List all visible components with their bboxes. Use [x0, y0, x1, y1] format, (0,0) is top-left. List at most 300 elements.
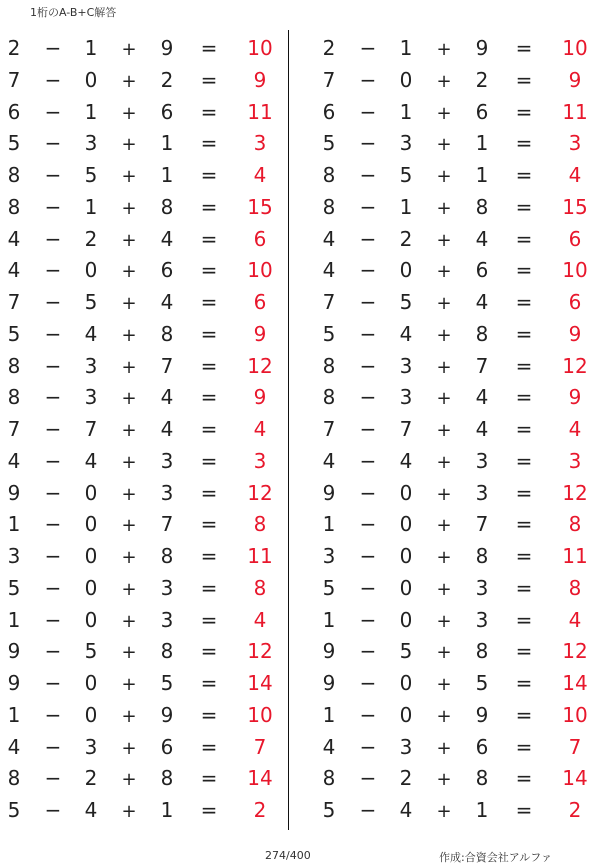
operand-b: 4 [399, 798, 413, 822]
problem-row [0, 635, 280, 667]
minus-sign: − [359, 385, 377, 410]
plus-sign: + [121, 610, 137, 632]
minus-sign: − [359, 671, 377, 695]
operand-c: 4 [475, 290, 489, 314]
plus-sign: + [436, 166, 452, 187]
operand-a: 2 [322, 36, 336, 60]
operand-c: 4 [475, 385, 489, 410]
operand-a: 7 [7, 67, 21, 92]
problem-row [315, 667, 595, 699]
equals-sign: = [515, 226, 533, 251]
operand-c: 4 [160, 290, 174, 314]
plus-sign: + [121, 769, 137, 791]
operand-c: 4 [475, 226, 489, 251]
answer: 9 [253, 385, 267, 410]
answer: 14 [247, 671, 273, 695]
answer: 12 [562, 353, 588, 378]
equals-sign: = [515, 194, 533, 219]
operand-c: 4 [160, 385, 174, 410]
operand-a: 5 [7, 321, 21, 346]
problem-row [0, 159, 280, 191]
operand-b: 0 [399, 67, 413, 92]
plus-sign: + [121, 578, 137, 600]
operand-c: 3 [160, 480, 174, 505]
equals-sign: = [515, 385, 533, 410]
operand-c: 9 [160, 36, 174, 60]
equals-sign: = [200, 798, 218, 822]
operand-c: 9 [475, 36, 489, 60]
answer: 8 [568, 575, 582, 600]
column-divider [288, 30, 289, 830]
answer: 4 [568, 607, 582, 632]
minus-sign: − [359, 226, 377, 251]
equals-sign: = [515, 258, 533, 283]
answer: 8 [253, 512, 267, 537]
answer: 15 [247, 194, 273, 219]
operand-b: 3 [399, 353, 413, 378]
operand-a: 5 [7, 798, 21, 822]
problem-row [0, 223, 280, 255]
problem-row [315, 635, 595, 667]
minus-sign: − [359, 353, 377, 378]
answer: 14 [247, 766, 273, 791]
plus-sign: + [121, 483, 137, 505]
plus-sign: + [121, 229, 137, 251]
answer: 10 [247, 258, 273, 283]
operand-a: 1 [7, 512, 21, 537]
operand-b: 3 [84, 385, 98, 410]
plus-sign: + [436, 705, 452, 727]
equals-sign: = [200, 480, 218, 505]
answer: 9 [253, 321, 267, 346]
operand-a: 1 [322, 607, 336, 632]
operand-a: 5 [322, 131, 336, 156]
operand-a: 8 [7, 385, 21, 410]
problem-row [315, 191, 595, 223]
operand-b: 2 [399, 766, 413, 791]
minus-sign: − [44, 226, 62, 251]
plus-sign: + [121, 705, 137, 727]
operand-c: 8 [160, 639, 174, 664]
operand-c: 1 [160, 163, 174, 187]
operand-a: 8 [322, 385, 336, 410]
equals-sign: = [515, 671, 533, 695]
problem-row [0, 413, 280, 445]
equals-sign: = [515, 99, 533, 124]
operand-c: 1 [160, 131, 174, 156]
operand-a: 4 [322, 258, 336, 283]
minus-sign: − [44, 766, 62, 791]
answer: 9 [568, 67, 582, 92]
equals-sign: = [200, 575, 218, 600]
minus-sign: − [44, 448, 62, 473]
plus-sign: + [121, 293, 137, 314]
equals-sign: = [515, 290, 533, 314]
operand-c: 6 [160, 258, 174, 283]
plus-sign: + [121, 737, 137, 759]
plus-sign: + [121, 451, 137, 473]
operand-b: 0 [399, 575, 413, 600]
operand-c: 3 [475, 607, 489, 632]
problem-row [0, 64, 280, 96]
operand-c: 3 [475, 448, 489, 473]
problem-row [0, 540, 280, 572]
plus-sign: + [121, 801, 137, 822]
equals-sign: = [200, 353, 218, 378]
operand-c: 4 [160, 226, 174, 251]
operand-b: 4 [84, 448, 98, 473]
problem-row [0, 572, 280, 604]
equals-sign: = [200, 512, 218, 537]
operand-a: 9 [322, 639, 336, 664]
equals-sign: = [200, 258, 218, 283]
minus-sign: − [44, 194, 62, 219]
problem-row [0, 508, 280, 540]
operand-c: 6 [160, 99, 174, 124]
answer: 9 [568, 385, 582, 410]
equals-sign: = [515, 448, 533, 473]
operand-c: 3 [160, 448, 174, 473]
plus-sign: + [436, 451, 452, 473]
equals-sign: = [200, 766, 218, 791]
equals-sign: = [515, 163, 533, 187]
minus-sign: − [44, 131, 62, 156]
plus-sign: + [121, 642, 137, 664]
operand-b: 1 [399, 99, 413, 124]
equals-sign: = [200, 417, 218, 441]
operand-b: 0 [399, 702, 413, 727]
problem-row [0, 604, 280, 636]
answer: 12 [247, 353, 273, 378]
plus-sign: + [436, 483, 452, 505]
operand-b: 4 [84, 798, 98, 822]
problem-row [315, 794, 595, 826]
minus-sign: − [359, 575, 377, 600]
operand-a: 7 [322, 67, 336, 92]
answer: 14 [562, 766, 588, 791]
answer: 15 [562, 194, 588, 219]
answer: 12 [247, 480, 273, 505]
operand-c: 6 [475, 734, 489, 759]
operand-a: 8 [7, 163, 21, 187]
operand-b: 2 [84, 766, 98, 791]
operand-b: 0 [399, 480, 413, 505]
operand-b: 0 [84, 67, 98, 92]
operand-a: 5 [7, 131, 21, 156]
equals-sign: = [200, 163, 218, 187]
equals-sign: = [200, 639, 218, 664]
problem-row [0, 445, 280, 477]
operand-a: 4 [322, 448, 336, 473]
operand-c: 1 [475, 131, 489, 156]
equals-sign: = [515, 67, 533, 92]
operand-a: 8 [322, 163, 336, 187]
problem-row [315, 64, 595, 96]
problem-row [315, 96, 595, 128]
equals-sign: = [515, 798, 533, 822]
problem-row [0, 191, 280, 223]
equals-sign: = [200, 67, 218, 92]
operand-c: 8 [160, 544, 174, 568]
operand-b: 0 [399, 544, 413, 568]
answer: 6 [253, 290, 267, 314]
answer: 4 [253, 417, 267, 441]
equals-sign: = [200, 607, 218, 632]
operand-c: 4 [475, 417, 489, 441]
minus-sign: − [44, 671, 62, 695]
operand-b: 5 [399, 163, 413, 187]
answer: 6 [568, 290, 582, 314]
minus-sign: − [44, 575, 62, 600]
operand-b: 1 [84, 99, 98, 124]
operand-a: 9 [7, 639, 21, 664]
operand-c: 8 [475, 639, 489, 664]
equals-sign: = [200, 734, 218, 759]
problem-row [315, 254, 595, 286]
plus-sign: + [436, 324, 452, 346]
problem-row [315, 223, 595, 255]
minus-sign: − [359, 448, 377, 473]
minus-sign: − [359, 798, 377, 822]
operand-b: 1 [84, 194, 98, 219]
answer: 10 [247, 36, 273, 60]
minus-sign: − [44, 734, 62, 759]
minus-sign: − [359, 702, 377, 727]
answer: 10 [247, 702, 273, 727]
equals-sign: = [515, 766, 533, 791]
answer: 11 [247, 99, 273, 124]
plus-sign: + [436, 674, 452, 695]
answer: 10 [562, 258, 588, 283]
equals-sign: = [200, 99, 218, 124]
operand-a: 4 [322, 734, 336, 759]
operand-a: 6 [7, 99, 21, 124]
equals-sign: = [515, 702, 533, 727]
minus-sign: − [44, 607, 62, 632]
minus-sign: − [44, 99, 62, 124]
equals-sign: = [200, 702, 218, 727]
operand-b: 4 [84, 321, 98, 346]
operand-c: 6 [475, 258, 489, 283]
answer: 7 [568, 734, 582, 759]
minus-sign: − [359, 512, 377, 537]
equals-sign: = [515, 734, 533, 759]
operand-a: 1 [7, 702, 21, 727]
operand-c: 7 [160, 512, 174, 537]
operand-a: 4 [7, 258, 21, 283]
problem-row [0, 127, 280, 159]
operand-a: 2 [7, 36, 21, 60]
equals-sign: = [200, 131, 218, 156]
plus-sign: + [436, 134, 452, 156]
plus-sign: + [121, 197, 137, 219]
equals-sign: = [515, 639, 533, 664]
problem-row [315, 699, 595, 731]
operand-c: 2 [475, 67, 489, 92]
operand-a: 7 [7, 290, 21, 314]
minus-sign: − [44, 36, 62, 60]
operand-a: 9 [322, 671, 336, 695]
operand-a: 1 [322, 702, 336, 727]
operand-c: 8 [160, 321, 174, 346]
operand-a: 7 [7, 417, 21, 441]
operand-a: 8 [7, 353, 21, 378]
problem-row [315, 381, 595, 413]
answer: 11 [562, 99, 588, 124]
operand-b: 0 [84, 258, 98, 283]
minus-sign: − [359, 417, 377, 441]
operand-a: 1 [7, 607, 21, 632]
operand-c: 8 [475, 321, 489, 346]
plus-sign: + [436, 293, 452, 314]
operand-a: 1 [322, 512, 336, 537]
operand-b: 0 [84, 702, 98, 727]
equals-sign: = [515, 131, 533, 156]
problem-column-right [315, 32, 595, 826]
operand-b: 3 [399, 385, 413, 410]
operand-b: 0 [399, 671, 413, 695]
operand-b: 0 [399, 512, 413, 537]
minus-sign: − [44, 290, 62, 314]
problem-row [0, 254, 280, 286]
operand-b: 5 [84, 163, 98, 187]
answer: 7 [253, 734, 267, 759]
minus-sign: − [44, 544, 62, 568]
operand-a: 4 [322, 226, 336, 251]
problem-row [0, 286, 280, 318]
operand-c: 6 [160, 734, 174, 759]
plus-sign: + [436, 515, 452, 537]
minus-sign: − [44, 702, 62, 727]
equals-sign: = [200, 226, 218, 251]
operand-b: 0 [84, 671, 98, 695]
problem-row [315, 32, 595, 64]
operand-b: 2 [399, 226, 413, 251]
answer: 6 [253, 226, 267, 251]
equals-sign: = [200, 544, 218, 568]
operand-c: 8 [160, 194, 174, 219]
plus-sign: + [436, 610, 452, 632]
operand-c: 4 [160, 417, 174, 441]
operand-b: 5 [399, 290, 413, 314]
minus-sign: − [359, 290, 377, 314]
minus-sign: − [359, 194, 377, 219]
operand-c: 8 [475, 766, 489, 791]
problem-row [0, 794, 280, 826]
problem-row [315, 413, 595, 445]
operand-b: 4 [399, 321, 413, 346]
operand-c: 3 [160, 575, 174, 600]
answer: 12 [562, 480, 588, 505]
operand-c: 7 [160, 353, 174, 378]
problem-row [0, 350, 280, 382]
plus-sign: + [436, 578, 452, 600]
plus-sign: + [436, 197, 452, 219]
plus-sign: + [436, 70, 452, 92]
operand-b: 7 [84, 417, 98, 441]
operand-a: 4 [7, 734, 21, 759]
operand-c: 9 [475, 702, 489, 727]
problem-row [0, 318, 280, 350]
minus-sign: − [44, 67, 62, 92]
operand-b: 0 [84, 544, 98, 568]
operand-a: 5 [7, 575, 21, 600]
problem-row [315, 762, 595, 794]
answer: 11 [247, 544, 273, 568]
operand-c: 5 [475, 671, 489, 695]
page-number: 274/400 [265, 849, 311, 862]
operand-b: 7 [399, 417, 413, 441]
plus-sign: + [436, 769, 452, 791]
operand-c: 8 [475, 544, 489, 568]
answer: 8 [568, 512, 582, 537]
operand-a: 8 [7, 194, 21, 219]
answer: 9 [568, 321, 582, 346]
answer: 8 [253, 575, 267, 600]
operand-c: 9 [160, 702, 174, 727]
equals-sign: = [515, 480, 533, 505]
problem-row [0, 667, 280, 699]
plus-sign: + [436, 642, 452, 664]
problem-row [315, 731, 595, 763]
minus-sign: − [359, 321, 377, 346]
equals-sign: = [515, 36, 533, 60]
plus-sign: + [436, 547, 452, 568]
equals-sign: = [515, 321, 533, 346]
minus-sign: − [359, 766, 377, 791]
answer: 9 [253, 67, 267, 92]
problem-row [315, 350, 595, 382]
problem-row [315, 127, 595, 159]
problem-row [315, 286, 595, 318]
minus-sign: − [44, 417, 62, 441]
operand-a: 5 [322, 798, 336, 822]
minus-sign: − [44, 385, 62, 410]
answer: 3 [253, 131, 267, 156]
problem-row [315, 572, 595, 604]
operand-b: 5 [399, 639, 413, 664]
operand-b: 3 [84, 353, 98, 378]
equals-sign: = [515, 544, 533, 568]
plus-sign: + [436, 737, 452, 759]
answer: 3 [568, 131, 582, 156]
operand-a: 8 [322, 766, 336, 791]
operand-a: 7 [322, 417, 336, 441]
operand-c: 8 [475, 194, 489, 219]
minus-sign: − [44, 321, 62, 346]
operand-b: 1 [399, 194, 413, 219]
answer: 12 [562, 639, 588, 664]
operand-a: 3 [322, 544, 336, 568]
operand-b: 0 [84, 575, 98, 600]
operand-c: 7 [475, 512, 489, 537]
plus-sign: + [121, 70, 137, 92]
problem-row [315, 540, 595, 572]
operand-a: 9 [7, 671, 21, 695]
answer: 11 [562, 544, 588, 568]
plus-sign: + [121, 102, 137, 124]
answer: 4 [568, 163, 582, 187]
plus-sign: + [121, 39, 137, 60]
plus-sign: + [121, 324, 137, 346]
plus-sign: + [121, 420, 137, 441]
answer: 10 [562, 702, 588, 727]
problem-row [0, 477, 280, 509]
answer: 4 [253, 607, 267, 632]
operand-c: 3 [475, 575, 489, 600]
operand-a: 5 [322, 321, 336, 346]
minus-sign: − [44, 353, 62, 378]
